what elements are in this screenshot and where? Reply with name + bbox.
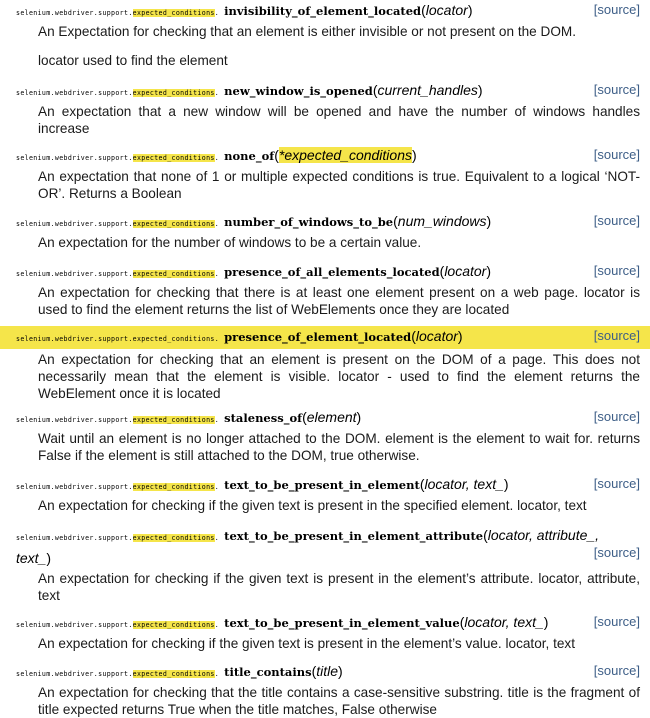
function-name: invisibility_of_element_located <box>224 4 422 18</box>
doc-entry <box>0 80 650 137</box>
function-params: locator, attribute_, text_ <box>16 527 600 566</box>
function-description: An expectation that a new window will be opened and have the number of windows handles increase <box>38 104 640 136</box>
function-description: An expectation for the number of windows to be a certain value. <box>38 235 422 250</box>
function-signature: selenium.webdriver.support.expected_conditions. new_window_is_opened(current_handles) [source] <box>16 82 640 98</box>
source-link[interactable]: [source] <box>593 328 640 343</box>
function-signature: selenium.webdriver.support.expected_conditions. presence_of_all_elements_located(locator) [source] <box>16 263 640 279</box>
function-description: An Expectation for checking that an element is either invisible or not present on the DOM. <box>38 24 576 39</box>
doc-entry <box>0 474 650 514</box>
doc-entry <box>0 211 650 251</box>
doc-entry <box>0 261 650 318</box>
source-link[interactable]: [source] <box>593 147 640 162</box>
function-description: An expectation for checking if the given text is present in the element’s value. locator, text <box>38 636 576 651</box>
function-name: text_to_be_present_in_element_attribute <box>224 529 484 543</box>
module-path: selenium.webdriver.support.expected_conditions. <box>16 270 220 278</box>
function-signature: selenium.webdriver.support.expected_conditions. none_of(*expected_conditions) [source] <box>16 147 640 163</box>
source-link[interactable]: [source] <box>593 82 640 97</box>
source-link[interactable]: [source] <box>593 545 640 560</box>
function-name: text_to_be_present_in_element <box>224 478 420 492</box>
function-description: An expectation for checking if the given text is present in the specified element. locator, text <box>38 498 587 513</box>
source-link[interactable]: [source] <box>593 409 640 424</box>
function-description: Wait until an element is no longer attached to the DOM. element is the element to wait for. returns False if the element is still attached to the DOM, true otherwise. <box>38 431 640 463</box>
function-params: title <box>316 663 339 679</box>
doc-entry <box>0 661 650 718</box>
doc-entry <box>0 0 650 69</box>
function-params: locator, text_ <box>424 476 504 492</box>
module-path: selenium.webdriver.support.expected_conditions. <box>16 534 220 542</box>
function-params: element <box>306 409 357 425</box>
function-signature: selenium.webdriver.support.expected_conditions. presence_of_element_located(locator) [source] <box>0 326 650 349</box>
source-link[interactable]: [source] <box>593 213 640 228</box>
module-path: selenium.webdriver.support.expected_conditions. <box>16 670 220 678</box>
function-name: staleness_of <box>224 411 303 425</box>
source-link[interactable]: [source] <box>593 263 640 278</box>
module-path: selenium.webdriver.support.expected_conditions. <box>16 220 220 228</box>
doc-entry <box>0 145 650 202</box>
function-name: title_contains <box>224 665 312 679</box>
function-description: An expectation that none of 1 or multiple expected conditions is true. Equivalent to a logical ‘NOT-OR’. Returns a Boolean <box>38 169 640 201</box>
doc-entry <box>0 407 650 464</box>
function-param-note: locator used to find the element <box>38 53 228 68</box>
function-signature: selenium.webdriver.support.expected_conditions. text_to_be_present_in_element_attribute(locator, attribute_, text_) [source] <box>16 527 640 566</box>
function-params: *expected_conditions <box>278 147 412 163</box>
module-path: selenium.webdriver.support.expected_conditions. <box>16 9 220 17</box>
function-signature: selenium.webdriver.support.expected_conditions. text_to_be_present_in_element(locator, text_) [source] <box>16 476 640 492</box>
source-link[interactable]: [source] <box>593 2 640 17</box>
function-description: An expectation for checking that there is at least one element present on a web page. locator is used to find the element returns the list of WebElements once they are located <box>38 285 640 317</box>
function-signature: selenium.webdriver.support.expected_conditions. staleness_of(element) [source] <box>16 409 640 425</box>
doc-entry <box>0 612 650 652</box>
function-signature: selenium.webdriver.support.expected_conditions. number_of_windows_to_be(num_windows) [source] <box>16 213 640 229</box>
function-params: num_windows <box>397 213 487 229</box>
module-path: selenium.webdriver.support.expected_conditions. <box>16 154 220 162</box>
function-params: locator <box>415 328 458 344</box>
function-name: none_of <box>224 149 275 163</box>
module-path: selenium.webdriver.support.expected_conditions. <box>16 483 220 491</box>
function-signature: selenium.webdriver.support.expected_conditions. text_to_be_present_in_element_value(locator, text_) [source] <box>16 614 640 630</box>
function-params: locator <box>425 2 468 18</box>
source-link[interactable]: [source] <box>593 663 640 678</box>
function-name: new_window_is_opened <box>224 84 373 98</box>
function-name: number_of_windows_to_be <box>224 215 394 229</box>
function-name: presence_of_all_elements_located <box>224 265 440 279</box>
module-path: selenium.webdriver.support.expected_conditions. <box>16 416 220 424</box>
function-description: An expectation for checking that an element is present on the DOM of a page. This does not necessarily mean that the element is visible. locator - used to find the element returns the WebElement once it is located <box>38 352 640 401</box>
doc-entry <box>0 525 650 604</box>
function-description: An expectation for checking if the given text is present in the element’s attribute. locator, attribute, text <box>38 571 640 603</box>
function-name: text_to_be_present_in_element_value <box>224 616 460 630</box>
function-params: current_handles <box>377 82 478 98</box>
module-path: selenium.webdriver.support.expected_conditions. <box>16 335 220 343</box>
source-link[interactable]: [source] <box>593 614 640 629</box>
source-link[interactable]: [source] <box>593 476 640 491</box>
module-path: selenium.webdriver.support.expected_conditions. <box>16 621 220 629</box>
function-signature: selenium.webdriver.support.expected_conditions. invisibility_of_element_located(locator) [source] <box>16 2 640 18</box>
function-signature: selenium.webdriver.support.expected_conditions. title_contains(title) [source] <box>16 663 640 679</box>
doc-entry-highlighted <box>0 326 650 402</box>
module-path: selenium.webdriver.support.expected_conditions. <box>16 89 220 97</box>
function-name: presence_of_element_located <box>224 330 412 344</box>
function-params: locator, text_ <box>464 614 544 630</box>
function-description: An expectation for checking that the title contains a case-sensitive substring. title is the fragment of title expected returns True when the title matches, False otherwise <box>38 685 640 717</box>
function-params: locator <box>444 263 487 279</box>
